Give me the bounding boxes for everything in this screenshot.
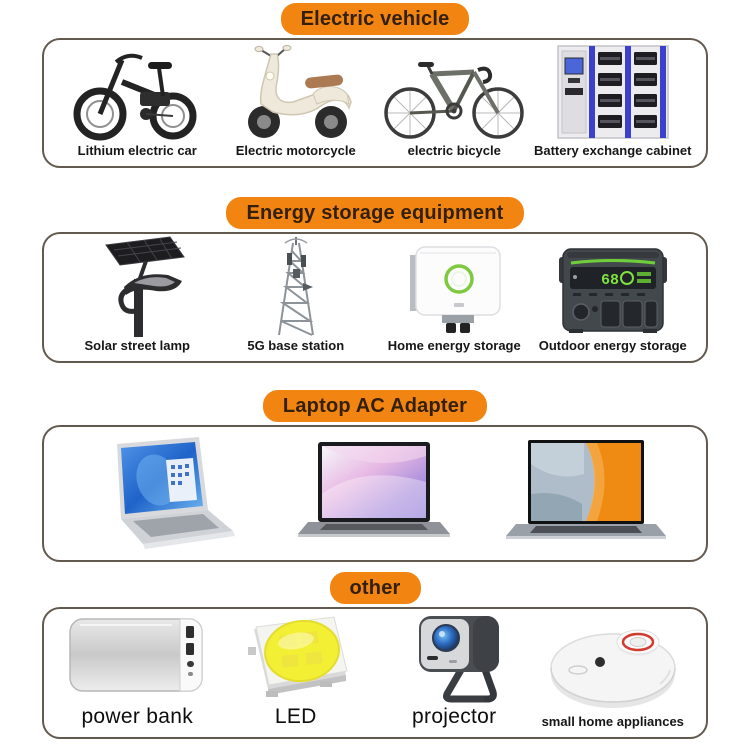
section-electric-vehicle <box>0 3 750 168</box>
projector-image <box>389 606 519 704</box>
power-bank-image <box>52 609 222 704</box>
section-title-badge: other <box>330 572 421 604</box>
item-label: 5G base station <box>247 338 345 353</box>
item-label: power bank <box>81 705 194 728</box>
section-title-badge: Electric vehicle <box>281 3 470 35</box>
led-chip-image <box>236 609 356 704</box>
folding-ebike-image <box>62 42 212 142</box>
item-label: LED <box>274 705 317 728</box>
item-laptop-dell <box>269 433 480 554</box>
laptop-dell-image <box>282 433 467 554</box>
section-panel <box>42 607 708 739</box>
battery-exchange-cabinet-image <box>548 42 678 142</box>
electric-scooter-image <box>221 42 371 142</box>
item-label: electric bicycle <box>407 143 501 158</box>
item-label: Outdoor energy storage <box>538 338 687 353</box>
item-led <box>217 615 376 731</box>
item-label: Solar street lamp <box>84 338 190 353</box>
electric-bicycle-image <box>374 42 534 142</box>
section-title-badge: Energy storage equipment <box>226 197 523 229</box>
laptop-windows-image <box>71 433 256 554</box>
item-battery-exchange-cabinet <box>534 46 693 160</box>
robot-vacuum-image <box>530 615 695 713</box>
outdoor-storage-display: 68 <box>600 272 619 289</box>
solar-street-lamp-image <box>72 235 202 337</box>
outdoor-energy-storage-image <box>543 237 683 337</box>
section-title-badge: Laptop AC Adapter <box>263 390 487 422</box>
item-label: Lithium electric car <box>77 143 197 158</box>
item-label: small home appliances <box>541 714 684 729</box>
item-outdoor-energy-storage <box>534 240 693 355</box>
item-home-energy-storage <box>375 240 534 355</box>
item-electric-bicycle <box>375 46 534 160</box>
section-other <box>0 572 750 739</box>
item-laptop-windows <box>58 433 269 554</box>
item-5g-base-station <box>217 240 376 355</box>
item-small-home-appliances <box>534 615 693 731</box>
base-station-tower-image <box>241 235 351 337</box>
section-panel <box>42 38 708 168</box>
item-solar-street-lamp <box>58 240 217 355</box>
item-laptop-huawei <box>481 433 692 554</box>
item-power-bank <box>58 615 217 731</box>
item-projector <box>375 615 534 731</box>
laptop-huawei-image <box>494 433 679 554</box>
section-panel <box>42 425 708 562</box>
section-panel <box>42 232 708 363</box>
item-label: Electric motorcycle <box>235 143 356 158</box>
infographic-page <box>0 3 750 753</box>
item-label: projector <box>412 705 497 728</box>
section-laptop-ac-adapter <box>0 390 750 562</box>
item-label: Home energy storage <box>387 338 521 353</box>
item-label: Battery exchange cabinet <box>533 143 692 158</box>
home-energy-storage-image <box>384 235 524 337</box>
item-electric-motorcycle <box>217 46 376 160</box>
item-lithium-electric-car <box>58 46 217 160</box>
section-energy-storage <box>0 197 750 363</box>
